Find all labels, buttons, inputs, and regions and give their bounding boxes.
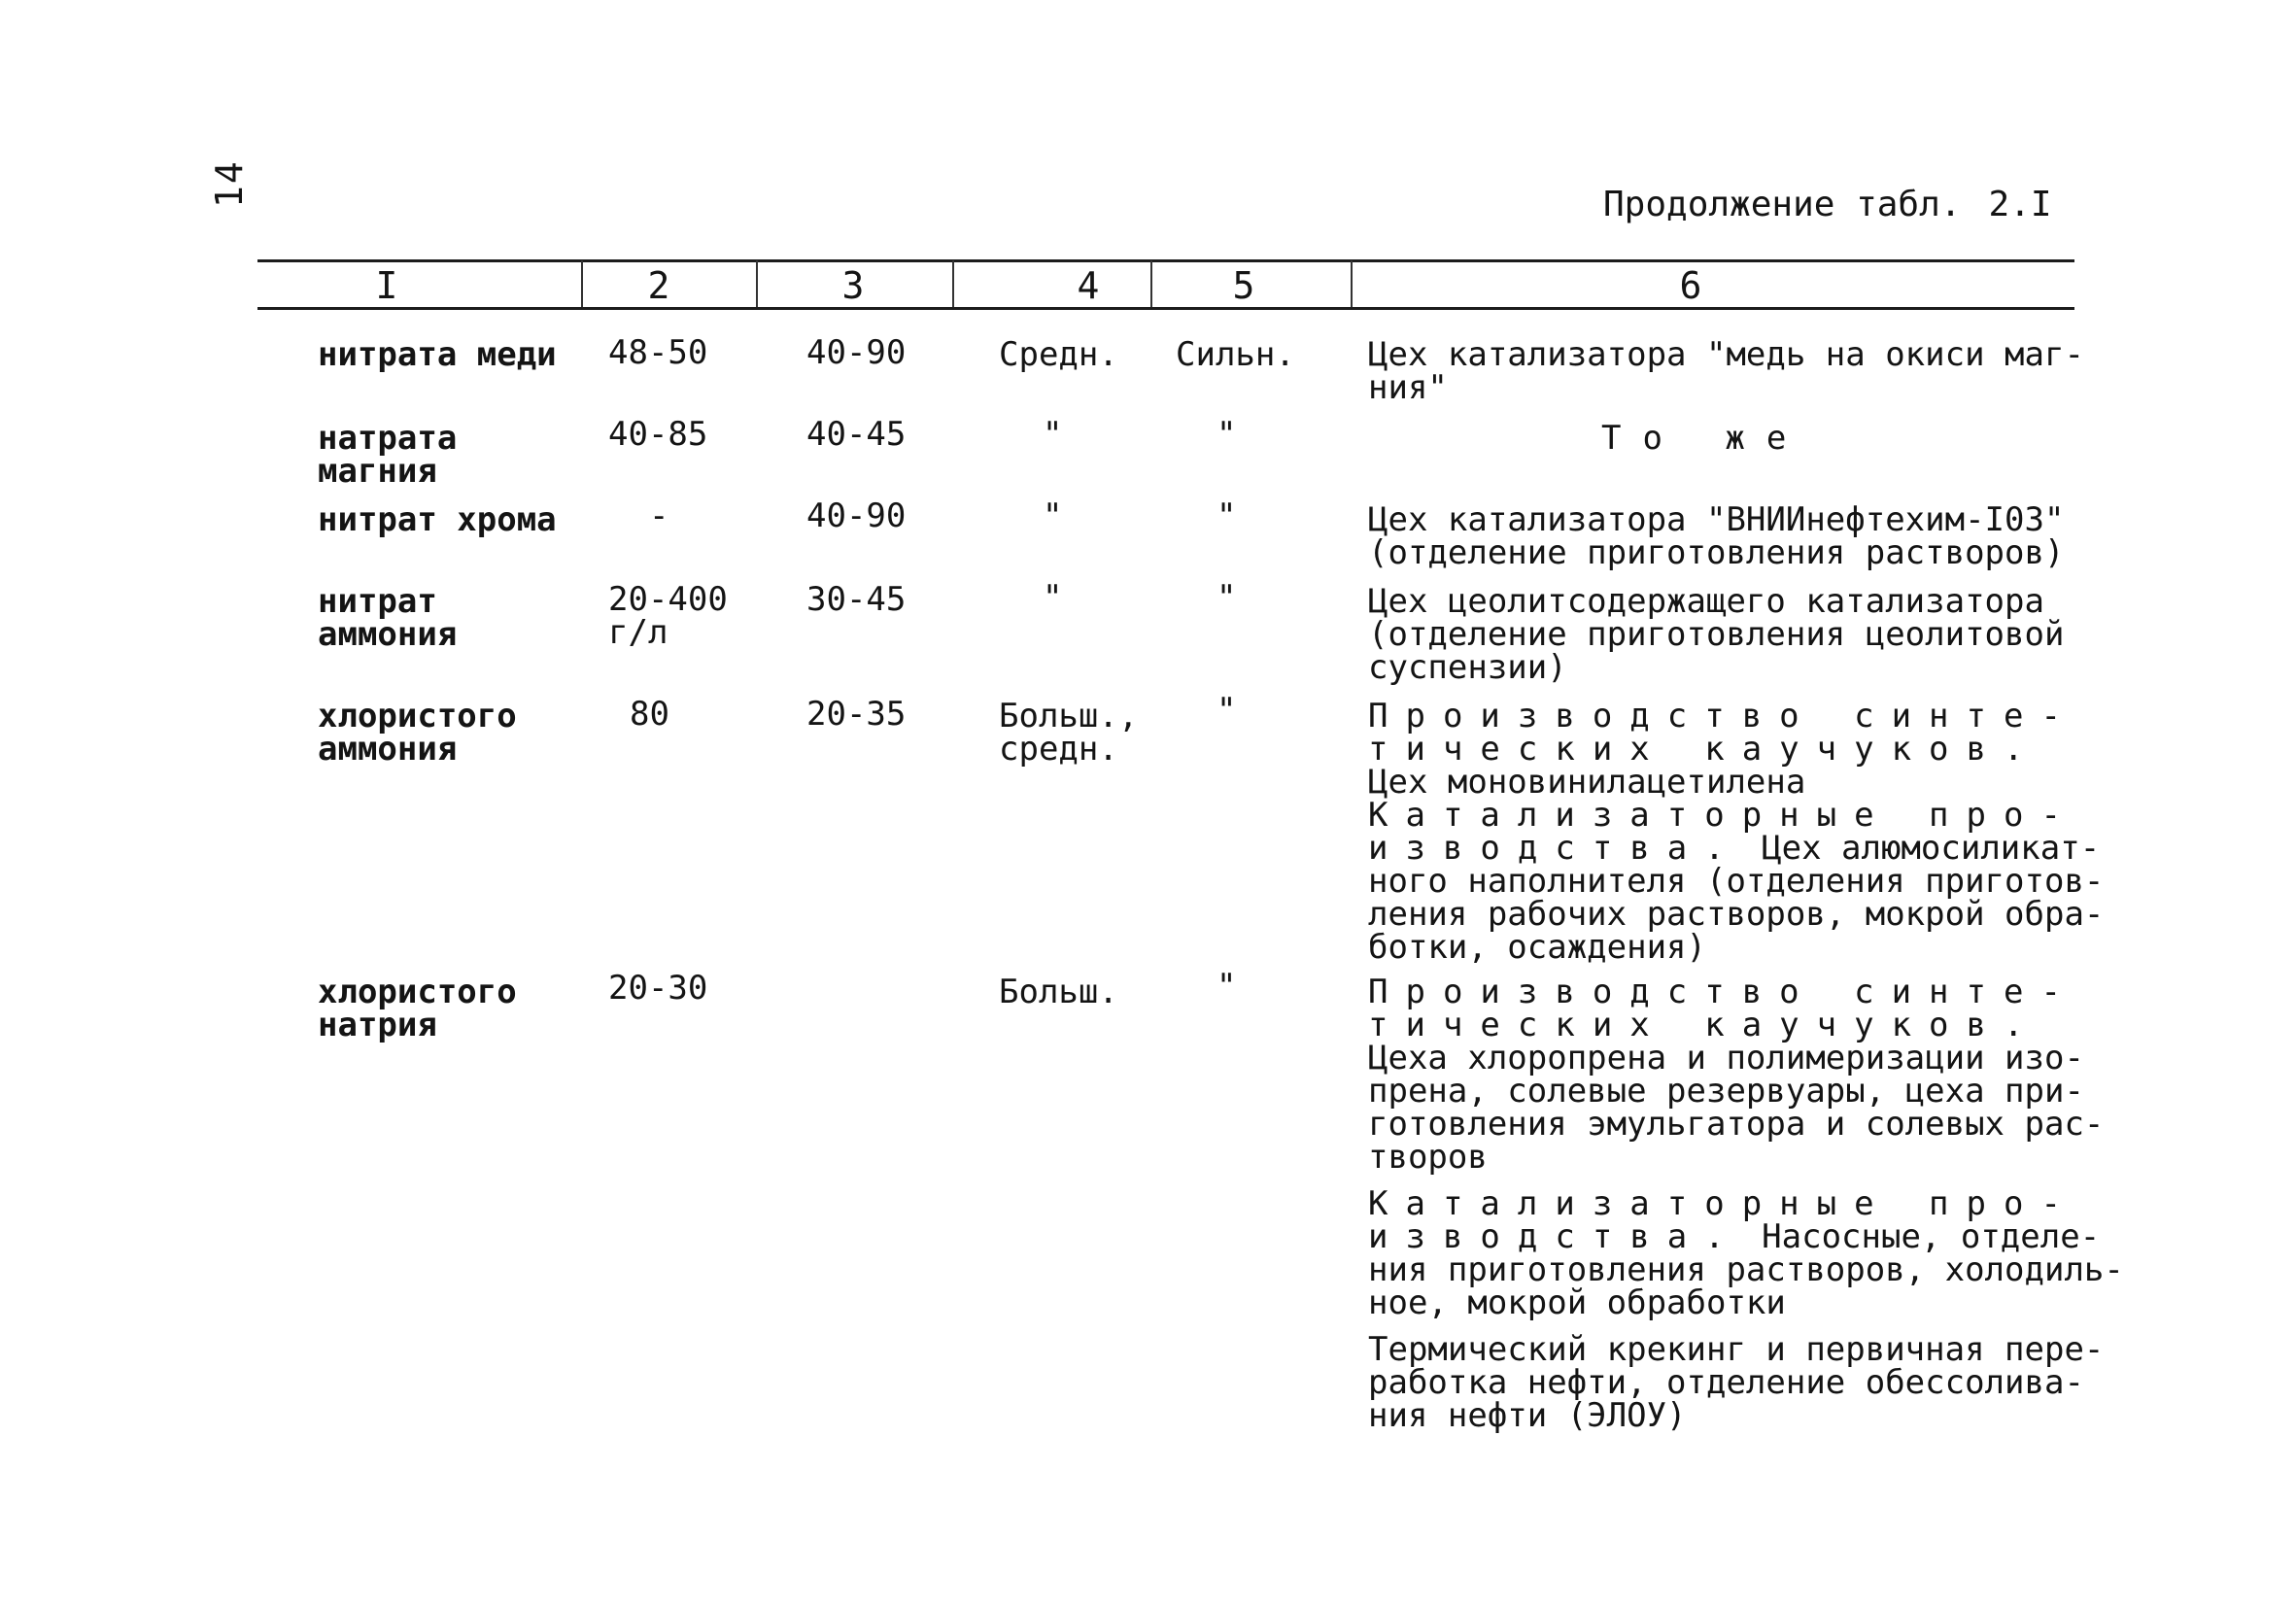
header-divider — [1351, 260, 1353, 307]
row-3-application: Цех катализатора "ВНИИнефтехим-I03" (отделение приготовления растворов) — [1368, 500, 2065, 572]
row-5-section-heading: Производство синте- тических каучуков. — [1368, 697, 2078, 769]
row-3-substance: нитрат хрома — [318, 500, 557, 539]
row-4-concentration: 20-400 г/л — [608, 580, 728, 652]
header-divider — [756, 260, 758, 307]
row-6-workshops-2: Насосные, отделе- ния приготовления растворов, холодиль- ное, мокрой обработки — [1368, 1217, 2124, 1322]
row-6-substance: хлористого натрия — [318, 973, 517, 1044]
header-divider — [952, 260, 954, 307]
ditto-mark: " — [1043, 415, 1063, 454]
row-6-section-heading: Производство синте- тических каучуков. — [1368, 973, 2078, 1044]
column-header-4: 4 — [1077, 264, 1100, 307]
caption-table-number: 2.I — [1988, 185, 2052, 224]
caption-text: Продолжение табл. — [1603, 185, 1962, 224]
row-5-workshop: Цех моновинилацетилена — [1368, 763, 1806, 802]
ditto-mark: " — [1217, 967, 1237, 1006]
row-5-substance: хлористого аммония — [318, 697, 517, 769]
row-5-col5 — [1176, 691, 1331, 730]
row-1-substance: нитрата меди — [318, 335, 557, 374]
row-6-workshops: Цеха хлоропрена и полимеризации изо- прена, солевые резервуары, цеха при- готовления эмульгатора и солевых рас- творов — [1368, 1039, 2105, 1177]
row-6-concentration: 20-30 — [608, 969, 708, 1008]
row-6-oil-refining: Термический крекинг и первичная пере- работка нефти, отделение обессолива- ния нефти (ЭЛОУ) — [1368, 1330, 2105, 1435]
column-header-5: 5 — [1232, 264, 1255, 307]
ditto-mark: " — [1217, 496, 1237, 535]
row-4-col5 — [1176, 578, 1331, 617]
column-header-1: I — [375, 264, 398, 307]
row-2-application — [1368, 419, 2136, 458]
column-header-2: 2 — [647, 264, 670, 307]
row-3-concentration: - — [649, 496, 669, 535]
row-5-application — [1368, 697, 2136, 967]
row-5-concentration: 80 — [630, 695, 669, 734]
row-3-col4 — [999, 496, 1164, 535]
row-5-section-heading-2: Катализаторные про- изводства. — [1368, 796, 2078, 868]
column-header-3: 3 — [841, 264, 865, 307]
row-2-col5 — [1176, 415, 1331, 454]
row-3-col5 — [1176, 496, 1331, 535]
row-2-temperature: 40-45 — [806, 415, 907, 454]
row-4-substance: нитрат аммония — [318, 582, 458, 654]
same-text: То же — [1601, 419, 1808, 458]
row-5-col4: Больш., средн. — [999, 697, 1139, 769]
row-1-application: Цех катализатора "медь на окиси маг- ния" — [1368, 335, 2084, 407]
ditto-mark: " — [1217, 691, 1237, 730]
row-2-col4 — [999, 415, 1164, 454]
ditto-mark: " — [1217, 415, 1237, 454]
header-bottom-rule — [257, 307, 2074, 310]
row-3-temperature: 40-90 — [806, 496, 907, 535]
header-top-rule — [257, 259, 2074, 262]
row-1-col5: Сильн. — [1176, 335, 1295, 374]
row-1-temperature: 40-90 — [806, 333, 907, 372]
header-divider — [1150, 260, 1152, 307]
page-number: 14 — [208, 159, 251, 208]
row-1-concentration: 48-50 — [608, 333, 708, 372]
row-6-section-heading-2: Катализаторные про- изводства. — [1368, 1184, 2078, 1256]
row-4-col4 — [999, 578, 1164, 617]
ditto-mark: " — [1217, 578, 1237, 617]
table-caption — [1603, 185, 2052, 224]
row-2-substance: натрата магния — [318, 419, 458, 491]
row-2-concentration: 40-85 — [608, 415, 708, 454]
row-5-temperature: 20-35 — [806, 695, 907, 734]
row-6-application — [1368, 973, 2136, 1435]
row-1-col4: Средн. — [999, 335, 1118, 374]
column-header-6: 6 — [1679, 264, 1702, 307]
row-4-temperature: 30-45 — [806, 580, 907, 619]
row-6-col5 — [1176, 967, 1331, 1006]
row-6-col4: Больш. — [999, 973, 1118, 1011]
header-divider — [581, 260, 583, 307]
row-5-workshop-2: Цех алюмосиликат- ного наполнителя (отделения приготов- ления рабочих растворов, мокрой обра- ботки, осаждения) — [1368, 829, 2105, 967]
row-4-application: Цех цеолитсодержащего катализатора (отделение приготовления цеолитовой суспензии) — [1368, 582, 2065, 687]
ditto-mark: " — [1043, 496, 1063, 535]
ditto-mark: " — [1043, 578, 1063, 617]
